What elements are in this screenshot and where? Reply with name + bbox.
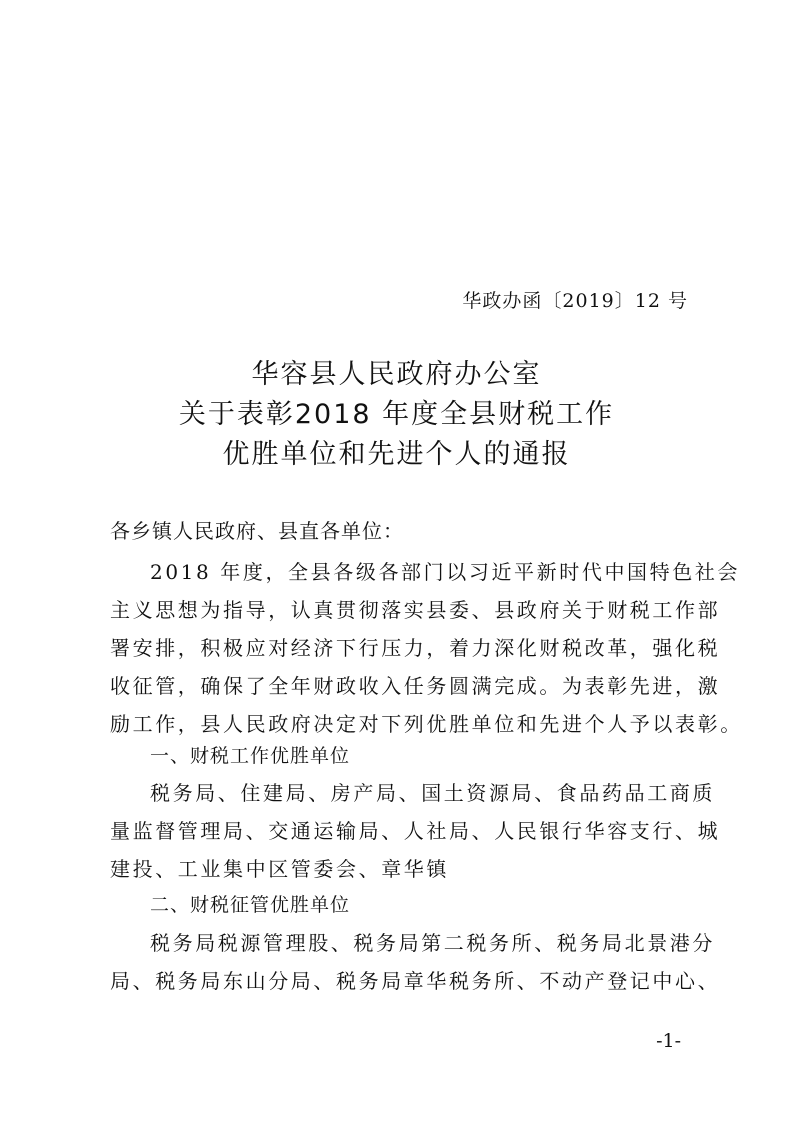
- paragraph-line: 建投、工业集中区管委会、章华镇: [110, 857, 449, 881]
- title-line: 华容县人民政府办公室: [251, 359, 542, 390]
- document-title: [0, 355, 793, 475]
- title-line: 优胜单位和先进个人的通报: [222, 439, 571, 470]
- paragraph-line: 收征管，确保了全年财政收入任务圆满完成。为表彰先进，激: [110, 674, 721, 698]
- salutation: 各乡镇人民政府、县直各单位：: [110, 519, 404, 543]
- section-paragraph: [110, 924, 721, 1000]
- title-line: 关于表彰2018 年度全县财税工作: [178, 399, 615, 430]
- paragraph-line: 税务局、住建局、房产局、国土资源局、食品药品工商质: [150, 781, 715, 805]
- document-number: 华政办函〔2019〕12 号: [462, 290, 688, 312]
- paragraph-line: 税务局税源管理股、税务局第二税务所、税务局北景港分: [150, 931, 715, 955]
- paragraph-line: 局、税务局东山分局、税务局章华税务所、不动产登记中心、: [110, 969, 721, 993]
- paragraph-line: 励工作，县人民政府决定对下列优胜单位和先进个人予以表彰。: [110, 712, 743, 736]
- paragraph-line: 主义思想为指导，认真贯彻落实县委、县政府关于财税工作部: [110, 598, 721, 622]
- page-number: -1-: [656, 1030, 681, 1052]
- section-heading: 一、财税工作优胜单位: [150, 745, 351, 767]
- section-paragraph: [110, 774, 721, 888]
- section-heading: 二、财税征管优胜单位: [150, 894, 351, 916]
- intro-paragraph: [110, 553, 743, 743]
- paragraph-line: 2018 年度，全县各级各部门以习近平新时代中国特色社会: [150, 560, 741, 584]
- paragraph-line: 署安排，积极应对经济下行压力，着力深化财税改革，强化税: [110, 636, 721, 660]
- paragraph-line: 量监督管理局、交通运输局、人社局、人民银行华容支行、城: [110, 819, 721, 843]
